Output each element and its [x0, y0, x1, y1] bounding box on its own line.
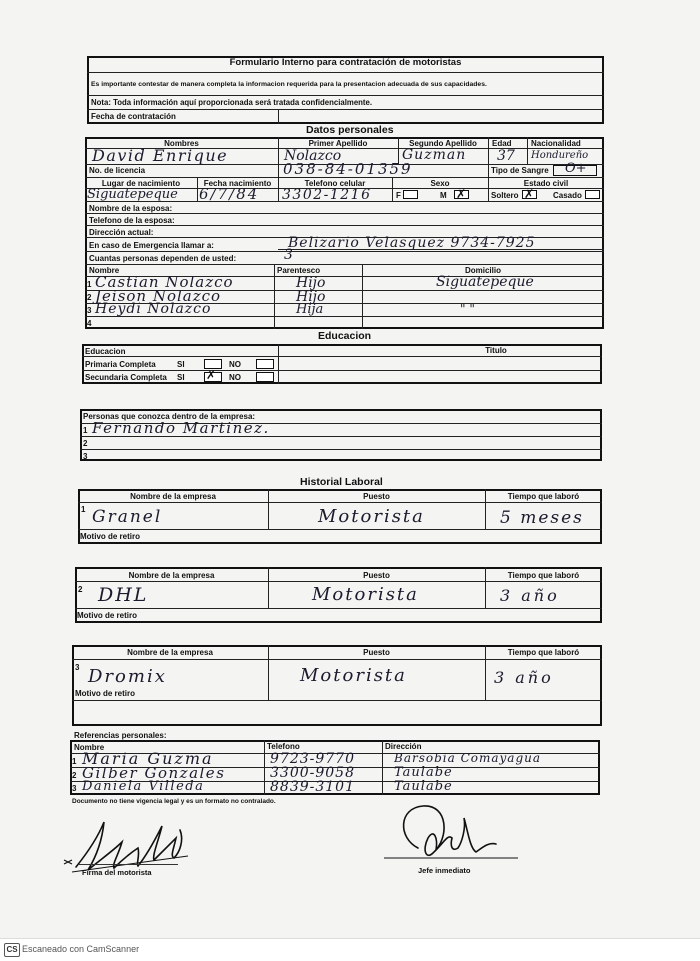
job-2-tiempo: 3 año — [500, 586, 560, 605]
dep-row-2-num: 2 — [87, 293, 92, 302]
telefono-header: Telefono celular — [304, 179, 366, 188]
direccion-label: Dirección actual: — [89, 228, 154, 237]
confidential-note: Nota: Toda información aquí proporcionada será tratada confidencialmente. — [91, 98, 373, 107]
hire-date-label: Fecha de contratación — [91, 112, 176, 121]
dep-row-1-nombre: Castian Nolazco — [95, 273, 234, 291]
ref-row-3-telefono: 8839-3101 — [270, 779, 355, 795]
job-3-puesto-header: Puesto — [363, 648, 390, 657]
ref-telefono-header: Telefono — [267, 742, 300, 751]
secundaria-no-label: NO — [229, 373, 241, 382]
ref-row-2-telefono: 3300-9058 — [270, 765, 355, 781]
dep-row-1-num: 1 — [87, 280, 92, 289]
ref-row-3-num: 3 — [72, 784, 77, 793]
segundo-apellido-header: Segundo Apellido — [409, 139, 477, 148]
sexo-m-label: M — [440, 191, 447, 200]
dep-domicilio-header: Domicilio — [464, 266, 501, 275]
instruction-note: Es importante contestar de manera completa la informacion requerida para la presentacion adecuada de sus capacidades. — [91, 81, 487, 88]
job-3-tiempo-header: Tiempo que laboró — [507, 648, 580, 657]
ref-nombre-header: Nombre — [74, 743, 105, 752]
job-1-num: 1 — [81, 505, 86, 514]
job-3-motivo-label: Motivo de retiro — [75, 689, 136, 698]
job-2-puesto: Motorista — [312, 584, 419, 605]
sexo-f-checkbox[interactable] — [403, 190, 418, 199]
dep-row-1-parentesco: Hijo — [296, 275, 326, 291]
job-1-tiempo-header: Tiempo que laboró — [507, 492, 580, 501]
segundo-apellido-value: Guzman — [402, 147, 467, 163]
sexo-m-check-mark: ✗ — [456, 187, 467, 201]
primaria-no-label: NO — [229, 360, 241, 369]
primer-apellido-header: Primer Apellido — [308, 139, 368, 148]
sexo-f-label: F — [396, 191, 401, 200]
job-1-puesto: Motorista — [318, 506, 425, 527]
camscanner-logo: CS — [4, 943, 20, 957]
dep-nombre-header: Nombre — [89, 266, 120, 275]
primaria-si-label: SI — [177, 360, 185, 369]
known-row-3-num: 3 — [83, 452, 88, 461]
job-3-puesto: Motorista — [300, 665, 407, 686]
job-2-empresa-header: Nombre de la empresa — [128, 571, 215, 580]
ref-row-1-nombre: Maria Guzma — [82, 749, 214, 768]
job-3-empresa-header: Nombre de la empresa — [127, 648, 213, 657]
job-1-motivo-label: Motivo de retiro — [80, 532, 141, 541]
job-1-tiempo: 5 meses — [500, 508, 584, 528]
job-2-puesto-header: Puesto — [363, 571, 390, 580]
job-1-puesto-header: Puesto — [363, 492, 390, 501]
form-title: Formulario Interno para contratación de motoristas — [229, 57, 462, 68]
nombres-header: Nombres — [164, 139, 199, 148]
dep-row-4-num: 4 — [87, 319, 92, 328]
ref-row-3-direccion: Taulabe — [394, 779, 453, 794]
job-3-empresa: Dromix — [88, 666, 167, 687]
soltero-check-mark: ✗ — [524, 187, 535, 201]
tel-esposa-label: Telefono de la esposa: — [89, 216, 175, 225]
emergencia-label: En caso de Emergencia llamar a: — [89, 241, 214, 250]
ref-row-1-telefono: 9723-9770 — [270, 751, 355, 767]
dep-row-1-domicilio: Siguatepeque — [436, 274, 534, 290]
dep-row-3-parentesco: Hija — [296, 302, 324, 317]
jefe-signature-label: Jefe inmediato — [418, 866, 471, 875]
telefono-value: 3302-1216 — [282, 187, 372, 203]
fecha-nac-value: 6/7/84 — [199, 185, 260, 203]
sangre-label: Tipo de Sangre — [491, 166, 549, 175]
known-persons-label: Personas que conozca dentro de la empresa: — [83, 412, 256, 421]
ref-row-1-direccion: Barsobia Comayagua — [394, 751, 542, 765]
scanner-footer — [0, 938, 700, 961]
emergencia-value: Belizario Velasquez 9734-7925 — [288, 235, 536, 251]
dep-row-3-nombre: Heydi Nolazco — [95, 301, 212, 317]
ref-row-3-nombre: Daniela Villeda — [82, 779, 205, 794]
ref-row-2-nombre: Gilber Gonzales — [82, 764, 226, 782]
esposa-label: Nombre de la esposa: — [89, 204, 173, 213]
motorista-signature-label: Firma del motorista — [82, 868, 152, 877]
ref-direccion-header: Dirección — [385, 742, 422, 751]
lugar-nac-value: Siguatepeque — [87, 187, 178, 202]
job-2-empresa: DHL — [98, 584, 149, 606]
primer-apellido-value: Nolazco — [284, 148, 342, 164]
licencia-value: 038-84-01359 — [283, 160, 413, 178]
dep-row-3-domicilio: " " — [460, 302, 475, 316]
ref-row-1-num: 1 — [72, 757, 77, 766]
dependen-value: 3 — [284, 247, 293, 263]
dep-row-2-parentesco: Hijo — [296, 289, 326, 305]
job-2-tiempo-header: Tiempo que laboró — [507, 571, 580, 580]
personal-section-title: Datos personales — [306, 124, 394, 136]
nacionalidad-value: Hondureño — [531, 150, 589, 161]
dep-row-2-nombre: Jeison Nolazco — [95, 287, 222, 305]
work-history-section-title: Historial Laboral — [300, 476, 383, 488]
job-3-tiempo: 3 año — [494, 668, 554, 687]
titulo-header: Titulo — [485, 346, 507, 355]
lugar-nac-header: Lugar de nacimiento — [101, 179, 181, 188]
camscanner-text: Escaneado con CamScanner — [22, 944, 140, 954]
job-3-num: 3 — [75, 663, 80, 672]
known-row-1-num: 1 — [83, 426, 88, 435]
sangre-value: O+ — [565, 161, 587, 176]
nombres-value: David Enrique — [92, 146, 229, 165]
casado-label: Casado — [553, 191, 582, 200]
known-row-1-name: Fernando Martinez. — [92, 419, 270, 437]
references-label: Referencias personales: — [74, 731, 167, 740]
secundaria-label: Secundaria Completa — [85, 373, 167, 382]
job-1-empresa: Granel — [92, 507, 163, 527]
primaria-label: Primaria Completa — [85, 360, 156, 369]
licencia-label: No. de licencia — [89, 166, 146, 175]
sexo-header: Sexo — [430, 179, 450, 188]
education-header: Educacion — [85, 347, 126, 356]
education-section-title: Educacion — [318, 330, 372, 342]
job-1-empresa-header: Nombre de la empresa — [130, 492, 216, 501]
job-2-num: 2 — [78, 585, 83, 594]
dep-row-3-num: 3 — [87, 306, 92, 315]
soltero-label: Soltero — [491, 191, 519, 200]
jefe-signature — [378, 798, 528, 873]
primaria-no-checkbox[interactable] — [256, 359, 274, 369]
secundaria-si-label: SI — [177, 373, 185, 382]
secundaria-si-check-mark: ✗ — [206, 368, 217, 382]
job-2-motivo-label: Motivo de retiro — [77, 611, 138, 620]
disclaimer-text: Documento no tiene vigencia legal y es un formato no contralado. — [72, 798, 276, 805]
nacionalidad-header: Nacionalidad — [531, 139, 581, 148]
dep-parentesco-header: Parentesco — [277, 266, 321, 275]
ref-row-2-num: 2 — [72, 771, 77, 780]
civil-header: Estado civil — [523, 179, 569, 188]
dependen-label: Cuantas personas dependen de usted: — [89, 254, 237, 263]
fecha-nac-header: Fecha nacimiento — [203, 179, 272, 188]
edad-header: Edad — [492, 139, 512, 148]
edad-value: 37 — [497, 148, 515, 164]
secundaria-no-checkbox[interactable] — [256, 372, 274, 382]
casado-checkbox[interactable] — [585, 190, 600, 199]
ref-row-2-direccion: Taulabe — [394, 765, 453, 780]
known-row-2-num: 2 — [83, 439, 88, 448]
